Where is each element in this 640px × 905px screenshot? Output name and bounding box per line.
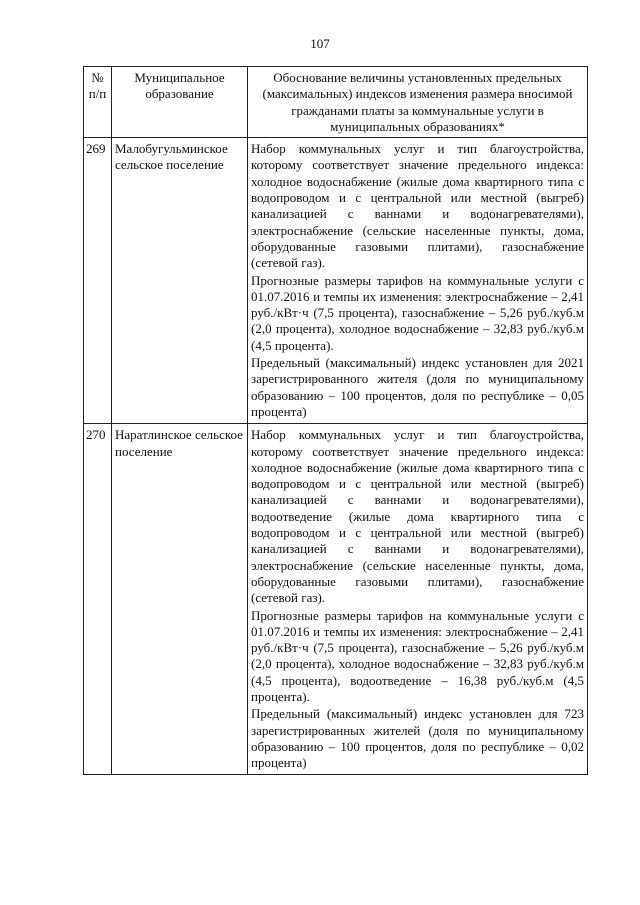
page-number: 107 bbox=[310, 36, 330, 51]
justification-paragraph: Предельный (максимальный) индекс установлен для 2021 зарегистрированного жителя (доля по муниципальному образованию – 100 процентов, доля по республике – 0,05 процента) bbox=[251, 355, 584, 419]
row-municipality: Наратлинское сельское поселение bbox=[112, 424, 248, 775]
justification-paragraph: Набор коммунальных услуг и тип благоустройства, которому соответствует значение предельного индекса: холодное водоснабжение (жилые дома квартирного типа с водопроводом и с центральной или местной (выгреб) канализацией с ваннами и водонагревателями), электроснабжение (сельские населенные пункты, дома, оборудованные газовыми плитами), газоснабжение (сетевой газ). bbox=[251, 141, 584, 271]
justification-paragraph: Набор коммунальных услуг и тип благоустройства, которому соответствует значение предельного индекса: холодное водоснабжение (жилые дома квартирного типа с водопроводом и с центральной или местной (выгреб) канализацией с ваннами и водонагревателями), водоотведение (жилые дома квартирного типа с водопроводом и с центральной или местной (выгреб) канализацией с ваннами и водонагревателями), электроснабжение (сельские населенные пункты, дома, оборудованные газовыми плитами), газоснабжение (сетевой газ). bbox=[251, 427, 584, 606]
justification-paragraph: Прогнозные размеры тарифов на коммунальные услуги с 01.07.2016 и темпы их изменения: электроснабжение – 2,41 руб./кВт·ч (7,5 процента), газоснабжение – 5,26 руб./куб.м (2,0 процента), холодное водоснабжение – 32,83 руб./куб.м (4,5 процента). bbox=[251, 272, 584, 353]
header-justification: Обоснование величины установленных предельных (максимальных) индексов изменения размера вносимой гражданами платы за коммунальные услуги в муниципальных образованиях* bbox=[248, 67, 588, 138]
tariff-index-table bbox=[83, 66, 588, 775]
row-justification bbox=[248, 138, 588, 424]
justification-paragraph: Прогнозные размеры тарифов на коммунальные услуги с 01.07.2016 и темпы их изменения: электроснабжение – 2,41 руб./кВт·ч (7,5 процента), газоснабжение – 5,26 руб./куб.м (2,0 процента), холодное водоснабжение – 32,83 руб./куб.м (4,5 процента), водоотведение – 16,38 руб./куб.м (4,5 процента). bbox=[251, 607, 584, 704]
header-number: № п/п bbox=[84, 67, 112, 138]
justification-paragraph: Предельный (максимальный) индекс установлен для 723 зарегистрированных жителей (доля по муниципальному образованию – 100 процентов, доля по республике – 0,02 процента) bbox=[251, 706, 584, 771]
row-justification bbox=[248, 424, 588, 775]
row-municipality: Малобугульминское сельское поселение bbox=[112, 138, 248, 424]
table-row bbox=[84, 424, 588, 775]
table-header-row bbox=[84, 67, 588, 138]
table-row bbox=[84, 138, 588, 424]
header-municipality: Муниципальное образование bbox=[112, 67, 248, 138]
row-number: 270 bbox=[84, 424, 112, 775]
row-number: 269 bbox=[84, 138, 112, 424]
